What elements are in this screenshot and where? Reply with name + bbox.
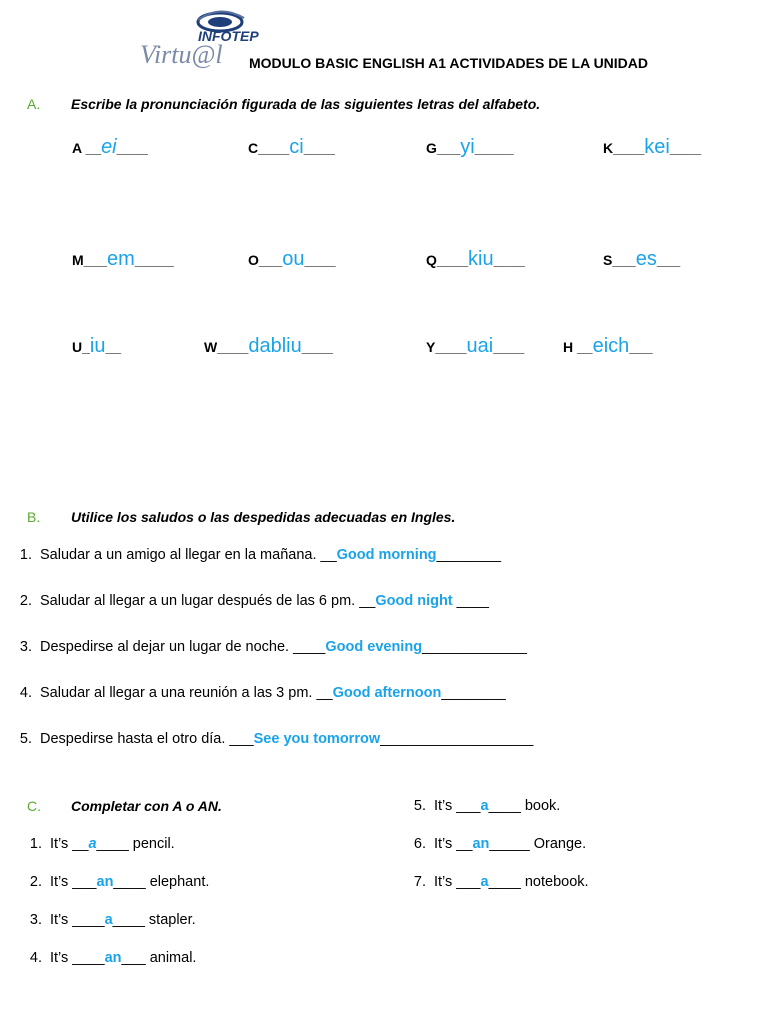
letter-item — [72, 335, 121, 358]
item-text-end: ___ animal. — [121, 950, 197, 966]
item-text: It’s ___ — [434, 874, 481, 890]
section-b-instruction: Utilice los saludos o las despedidas adecuadas en Ingles. — [71, 509, 456, 525]
letter-blank: ____ — [301, 339, 333, 355]
letter-answer: ci — [289, 136, 304, 158]
item-blank: ____ — [452, 593, 489, 609]
letter-row-3 — [0, 335, 768, 365]
letter-answer: eich — [592, 335, 630, 357]
letter-item — [426, 335, 524, 358]
item-answer: a — [104, 912, 113, 928]
letter-item — [426, 136, 514, 159]
section-a-instruction: Escribe la pronunciación figurada de las siguientes letras del alfabeto. — [71, 96, 541, 112]
letter-label: G___ — [426, 140, 461, 156]
infotep-virtual-logo — [140, 8, 259, 72]
section-a-marker: A. — [27, 96, 41, 112]
letter-blank: ___ — [629, 339, 653, 355]
letter-label: Q____ — [426, 252, 469, 268]
item-answer: an — [472, 836, 490, 852]
letter-label: M___ — [72, 252, 108, 268]
greeting-item — [10, 547, 501, 563]
item-text: It’s ___ — [50, 874, 97, 890]
item-text-end: ____ pencil. — [96, 836, 175, 852]
letter-blank: ___ — [656, 252, 681, 268]
item-text: It’s __ — [434, 836, 473, 852]
item-number: 1. — [29, 836, 42, 852]
item-text: Saludar a un amigo al llegar en la mañana. __ — [40, 547, 337, 563]
letter-label: Y____ — [426, 339, 467, 355]
item-number: 5. — [19, 731, 32, 747]
letter-label: O___ — [248, 252, 283, 268]
letter-blank: ____ — [116, 140, 148, 156]
letter-label: K____ — [603, 140, 645, 156]
item-answer: a — [480, 798, 489, 814]
letter-label: C____ — [248, 140, 290, 156]
item-blank: _____________ — [422, 639, 527, 655]
item-number: 2. — [29, 874, 42, 890]
item-number: 1. — [19, 547, 32, 563]
greeting-item — [10, 685, 506, 701]
letter-blank: _____ — [474, 140, 514, 156]
letter-item — [603, 136, 701, 159]
item-text: It’s ____ — [50, 912, 105, 928]
letter-item — [248, 248, 336, 271]
letter-label: S___ — [603, 252, 636, 268]
letter-blank: ____ — [493, 339, 525, 355]
letter-blank: _____ — [134, 252, 174, 268]
section-c-instruction: Completar con A o AN. — [71, 798, 222, 814]
item-answer: a — [480, 874, 489, 890]
item-answer: an — [104, 950, 122, 966]
article-item — [404, 874, 589, 890]
item-answer: Good morning — [336, 547, 437, 563]
item-blank: ________ — [441, 685, 506, 701]
item-number: 2. — [19, 593, 32, 609]
letter-item — [603, 248, 680, 271]
item-number: 7. — [413, 874, 426, 890]
section-c-marker: C. — [27, 798, 41, 814]
item-blank: ___________________ — [380, 731, 534, 747]
item-blank: ________ — [436, 547, 502, 563]
logo-text-bottom: Virtu@l — [140, 40, 223, 69]
letter-item — [72, 136, 148, 159]
article-item — [404, 798, 560, 814]
letter-row-2 — [0, 248, 768, 278]
letter-blank: ____ — [303, 140, 335, 156]
letter-answer: ei — [101, 136, 117, 158]
letter-blank: ____ — [304, 252, 336, 268]
item-text-end: ____ stapler. — [112, 912, 196, 928]
letter-answer: ou — [282, 248, 305, 270]
letter-answer: yi — [460, 136, 475, 158]
item-text: Saludar al llegar a un lugar después de las 6 pm. __ — [40, 593, 376, 609]
item-text: Despedirse hasta el otro día. ___ — [40, 731, 254, 747]
letter-item — [204, 335, 333, 358]
item-answer: a — [88, 836, 97, 852]
item-number: 4. — [19, 685, 32, 701]
item-text: Despedirse al dejar un lugar de noche. ____ — [40, 639, 326, 655]
item-number: 6. — [413, 836, 426, 852]
item-number: 5. — [413, 798, 426, 814]
letter-item — [72, 248, 174, 271]
item-answer: Good night — [375, 593, 453, 609]
article-item — [20, 836, 175, 852]
logo-text-top: INFOTEP — [198, 28, 259, 44]
item-text-end: ____ book. — [488, 798, 561, 814]
letter-item — [248, 136, 335, 159]
greeting-item — [10, 731, 533, 747]
letter-answer: dabliu — [248, 335, 302, 357]
item-text: It’s __ — [50, 836, 89, 852]
letter-label: U_ — [72, 339, 90, 355]
letter-blank: ____ — [669, 140, 701, 156]
letter-label: A __ — [72, 140, 102, 156]
letter-item — [563, 335, 653, 358]
article-item — [20, 950, 196, 966]
item-text: It’s ___ — [434, 798, 481, 814]
item-number: 3. — [19, 639, 32, 655]
item-answer: Good afternoon — [332, 685, 442, 701]
letter-answer: kei — [644, 136, 670, 158]
article-item — [20, 874, 209, 890]
item-text-end: _____ Orange. — [489, 836, 587, 852]
letter-label: H __ — [563, 339, 593, 355]
letter-label: W____ — [204, 339, 249, 355]
page-title: MODULO BASIC ENGLISH A1 ACTIVIDADES DE LA UNIDAD — [249, 55, 649, 71]
section-b-marker: B. — [27, 509, 41, 525]
item-text-end: ____ notebook. — [488, 874, 589, 890]
letter-blank: __ — [105, 339, 122, 355]
item-text-end: ____ elephant. — [113, 874, 210, 890]
letter-row-1 — [0, 136, 768, 166]
item-answer: Good evening — [325, 639, 423, 655]
letter-answer: em — [107, 248, 135, 270]
letter-answer: es — [635, 248, 657, 270]
article-item — [404, 836, 586, 852]
letter-answer: uai — [466, 335, 494, 357]
article-item — [20, 912, 196, 928]
item-text: It’s ____ — [50, 950, 105, 966]
letter-answer: iu — [89, 335, 106, 357]
letter-item — [426, 248, 525, 271]
item-answer: an — [96, 874, 114, 890]
item-number: 4. — [29, 950, 42, 966]
item-number: 3. — [29, 912, 42, 928]
letter-blank: ____ — [493, 252, 525, 268]
greeting-item — [10, 593, 489, 609]
item-answer: See you tomorrow — [253, 731, 381, 747]
greeting-item — [10, 639, 527, 655]
item-text: Saludar al llegar a una reunión a las 3 pm. __ — [40, 685, 333, 701]
letter-answer: kiu — [468, 248, 494, 270]
